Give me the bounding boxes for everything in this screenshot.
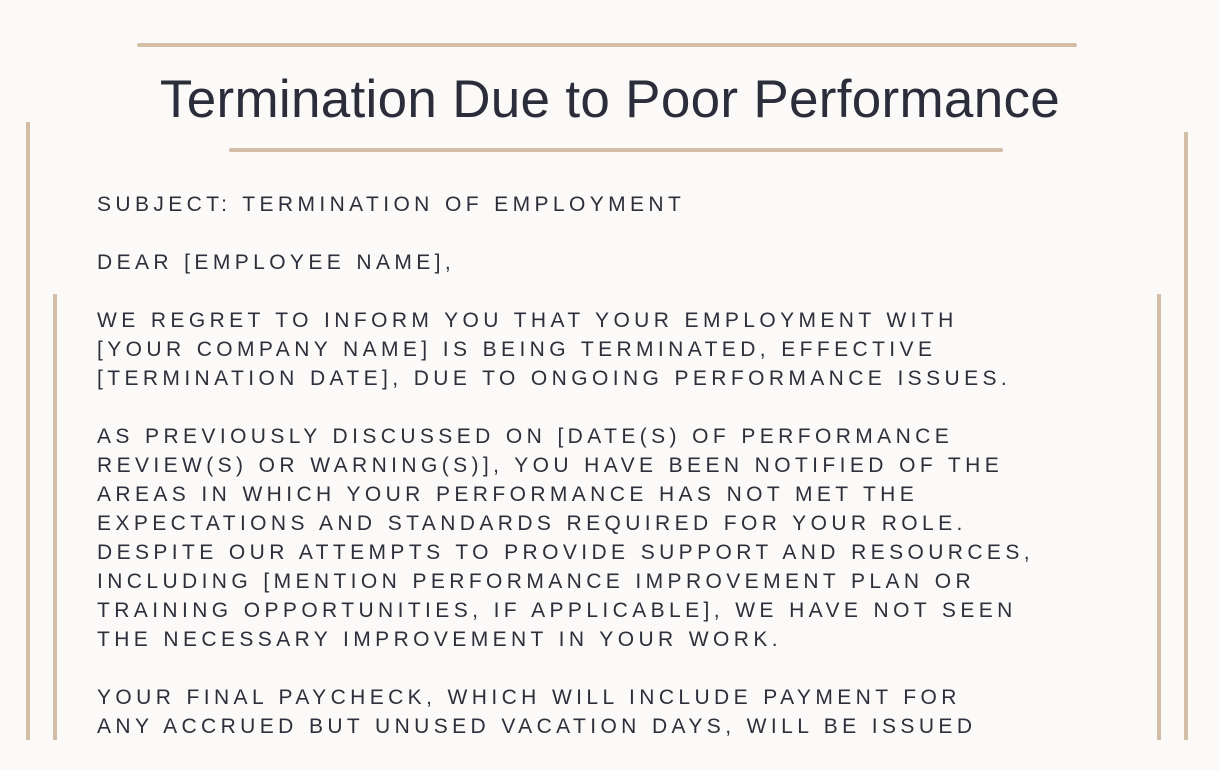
right-inner-border [1157, 294, 1161, 740]
paragraph-performance-history: AS PREVIOUSLY DISCUSSED ON [DATE(S) OF PERFORMANCE REVIEW(S) OR WARNING(S)], YOU HAVE BEEN NOTIFIED OF THE AREAS IN WHICH YOUR PERFORMANCE HAS NOT MET THE EXPECTATIONS AND STANDARDS REQUIRED FOR YOUR ROLE. DESPITE OUR ATTEMPTS TO PROVIDE SUPPORT AND RESOURCES, INCLUDING [MENTION PERFORMANCE IMPROVEMENT PLAN OR TRAINING OPPORTUNITIES, IF APPLICABLE], WE HAVE NOT SEEN THE NECESSARY IMPROVEMENT IN YOUR WORK. [97, 425, 1034, 651]
page-title: Termination Due to Poor Performance [159, 70, 1061, 129]
title-underline-rule [229, 148, 1003, 152]
left-outer-border [26, 122, 30, 740]
paragraph-final-paycheck: YOUR FINAL PAYCHECK, WHICH WILL INCLUDE PAYMENT FOR ANY ACCRUED BUT UNUSED VACATION DAYS, WILL BE ISSUED [97, 686, 977, 738]
right-outer-border [1184, 132, 1188, 740]
top-decorative-rule [137, 43, 1077, 47]
salutation: DEAR [EMPLOYEE NAME], [97, 251, 456, 274]
subject-line: SUBJECT: TERMINATION OF EMPLOYMENT [97, 193, 686, 216]
paragraph-termination-notice: WE REGRET TO INFORM YOU THAT YOUR EMPLOYMENT WITH [YOUR COMPANY NAME] IS BEING TERMINATED, EFFECTIVE [TERMINATION DATE], DUE TO ONGOING PERFORMANCE ISSUES. [97, 309, 1012, 390]
left-inner-border [53, 294, 57, 740]
letter-body [97, 190, 1157, 770]
